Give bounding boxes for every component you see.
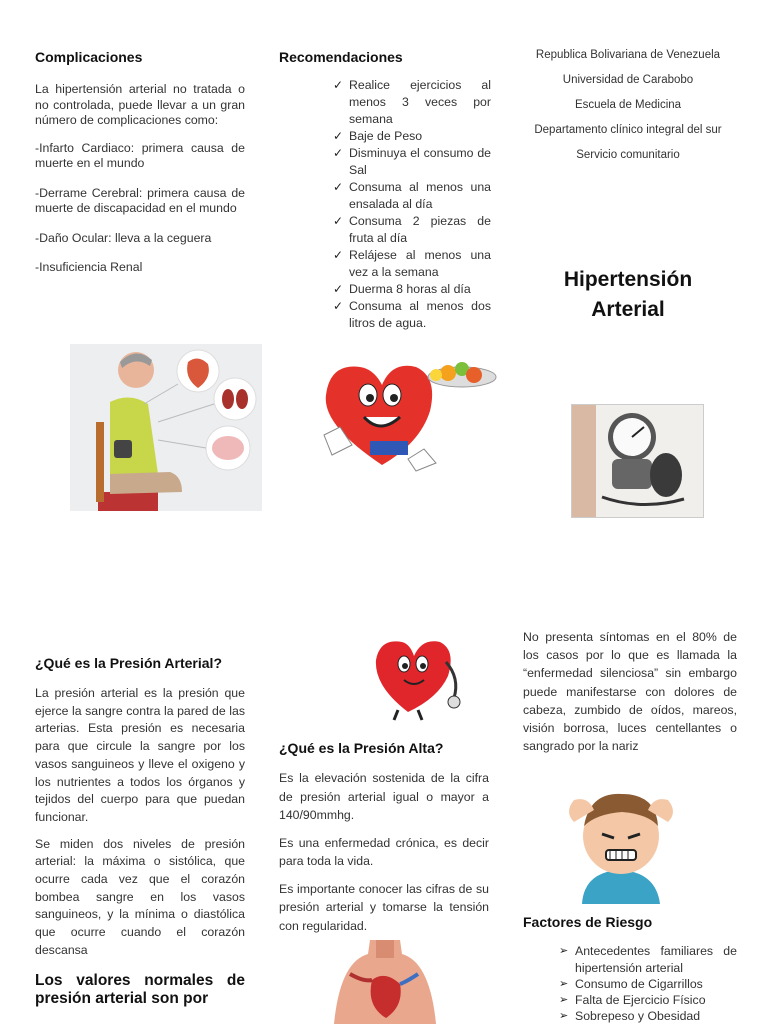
- risk-factor-item: ➢ Falta de Ejercicio Físico: [559, 992, 737, 1009]
- recommendation-item: ✓ Baje de Peso: [333, 128, 491, 145]
- institution-line: Departamento clínico integral del sur: [534, 124, 722, 136]
- recommendations-title: Recomendaciones: [279, 49, 403, 65]
- recommendation-item: ✓ Disminuya el consumo de Sal: [333, 145, 491, 179]
- high-pressure-section: [279, 740, 489, 935]
- brochure-title: [520, 265, 736, 325]
- recommendation-item: ✓ Relájese al menos una vez a la semana: [333, 247, 491, 281]
- high-pressure-p1: Es la elevación sostenida de la cifra de presión arterial igual o mayor a 140/90mmhg.: [279, 771, 489, 822]
- institution-line: Servicio comunitario: [576, 149, 680, 161]
- high-pressure-p2: Es una enfermedad crónica, es decir para toda la vida.: [279, 835, 489, 868]
- risk-factors-section: [523, 914, 737, 1024]
- recommendations-section: [279, 49, 491, 332]
- risk-factors-list: [559, 943, 737, 1024]
- complication-item: -Daño Ocular: lleva a la ceguera: [35, 230, 212, 245]
- complication-item: -Infarto Cardiaco: primera causa de muerte en el mundo: [35, 140, 245, 170]
- recommendation-item: ✓ Consuma al menos dos litros de agua.: [333, 298, 491, 332]
- complications-section: [35, 49, 245, 276]
- recommendation-item: ✓ Consuma 2 piezas de fruta al día: [333, 213, 491, 247]
- risk-factors-title: Factores de Riesgo: [523, 914, 653, 930]
- complication-item: -Derrame Cerebral: primera causa de muerte de discapacidad en el mundo: [35, 185, 245, 215]
- sphygmomanometer-image: [571, 404, 704, 518]
- risk-factor-item: ➢ Consumo de Cigarrillos: [559, 977, 737, 992]
- running-heart-illustration: [312, 355, 497, 483]
- institution-line: Republica Bolivariana de Venezuela: [535, 49, 721, 61]
- patient-organs-illustration: [70, 344, 262, 511]
- cover-section: [520, 43, 736, 168]
- high-pressure-title: ¿Qué es la Presión Alta?: [279, 740, 444, 756]
- complications-intro: La hipertensión arterial no tratada o no controlada, puede llevar a un gran número de complicaciones como:: [35, 82, 245, 127]
- heart-stethoscope-illustration: [368, 632, 464, 722]
- complications-title: Complicaciones: [35, 49, 143, 65]
- risk-factor-item: ➢ Sobrepeso y Obesidad: [559, 1009, 737, 1024]
- recommendation-item: ✓ Consuma al menos una ensalada al día: [333, 179, 491, 213]
- recommendation-item: ✓ Duerma 8 horas al día: [333, 281, 491, 298]
- risk-factor-item: ➢ Antecedentes familiares de hipertensión arterial: [559, 943, 737, 977]
- blood-pressure-p1: La presión arterial es la presión que ejerce la sangre contra la pared de las arterias. Esta presión es necesaria para que circule la sangre por los vasos sanguineos y lleve el oxigeno y los nutrientes a todos los órganos y tejidos del cuerpo para que puedan funcionar.: [35, 686, 245, 824]
- symptoms-section: [523, 628, 737, 755]
- complication-item: -Insuficiencia Renal: [35, 260, 143, 274]
- blood-pressure-title: ¿Qué es la Presión Arterial?: [35, 655, 222, 671]
- normal-values-heading: Los valores normales de presión arterial son por: [35, 971, 245, 1007]
- brochure-title-line2: Arterial: [591, 298, 665, 321]
- recommendation-item: ✓ Realice ejercicios al menos 3 veces por semana: [333, 77, 491, 128]
- blood-pressure-section: [35, 655, 245, 1008]
- blood-pressure-p2: Se miden dos niveles de presión arterial: la máxima o sistólica, que ocurre cada vez que el corazón bombea sangre en los vasos sanguineos, y la mínima o diastólica que ocurre cuando el corazón descansa: [35, 836, 245, 957]
- institution-line: Universidad de Carabobo: [562, 74, 694, 86]
- high-pressure-p3: Es importante conocer las cifras de su presión arterial y tomarse la tensión con regularidad.: [279, 881, 489, 933]
- headache-illustration: [560, 786, 682, 904]
- symptoms-text: No presenta síntomas en el 80% de los casos por lo que es llamada la “enfermedad silenciosa” sin embargo puede manifestarse con dolores de cabeza, zumbido de oídos, mareos, visión borrosa, luces centellantes o sangrado por la nariz: [523, 630, 737, 754]
- brochure-title-line1: Hipertensión: [563, 268, 693, 291]
- anatomy-heart-illustration: [330, 940, 440, 1024]
- recommendations-list: [333, 77, 491, 332]
- institution-line: Escuela de Medicina: [574, 99, 682, 111]
